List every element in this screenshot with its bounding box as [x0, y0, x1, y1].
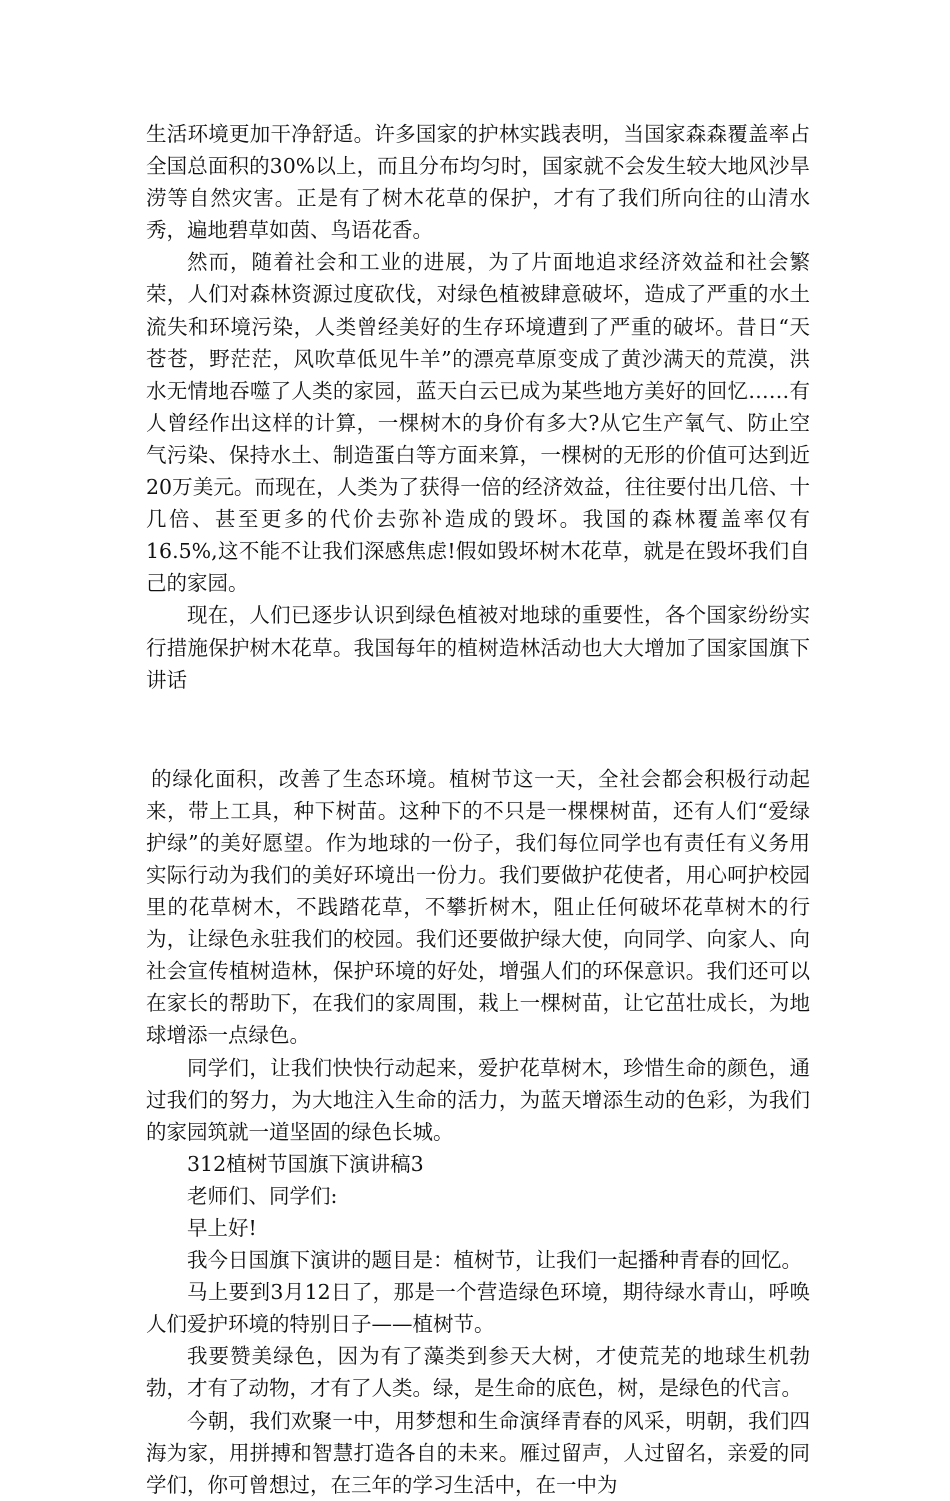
page-break-gap: [146, 696, 810, 763]
document-page: [146, 118, 810, 1501]
paragraph: 马上要到3月12日了，那是一个营造绿色环境，期待绿水青山，呼唤人们爱护环境的特别日子——植树节。: [146, 1280, 810, 1337]
paragraph: 的绿化面积，改善了生态环境。植树节这一天，全社会都会积极行动起来，带上工具，种下树苗。这种下的不只是一棵棵树苗，还有人们“爱绿护绿”的美好愿望。作为地球的一份子，我们每位同学也有责任有义务用实际行动为我们的美好环境出一份力。我们要做护花使者，用心呵护校园里的花草树木，不践踏花草，不攀折树木，阻止任何破坏花草树木的行为，让绿色永驻我们的校园。我们还要做护绿大使，向同学、向家人、向社会宣传植树造林，保护环境的好处，增强人们的环保意识。我们还可以在家长的帮助下，在我们的家周围，栽上一棵树苗，让它茁壮成长，为地球增添一点绿色。: [146, 766, 810, 1048]
greeting: 早上好!: [187, 1216, 257, 1240]
paragraph: 然而，随着社会和工业的进展，为了片面地追求经济效益和社会繁荣，人们对森林资源过度砍伐，对绿色植被肆意破坏，造成了严重的水土流失和环境污染，人类曾经美好的生存环境遭到了严重的破坏。昔日“天苍苍，野茫茫，风吹草低见牛羊”的漂亮草原变成了黄沙满天的荒漠，洪水无情地吞噬了人类的家园，蓝天白云已成为某些地方美好的回忆……有人曾经作出这样的计算，一棵树木的身价有多大?从它生产氧气、防止空气污染、保持水土、制造蛋白等方面来算，一棵树的无形的价值可达到近20万美元。而现在，人类为了获得一倍的经济效益，往往要付出几倍、十几倍、甚至更多的代价去弥补造成的毁坏。我国的森林覆盖率仅有16.5%,这不能不让我们深感焦虑!假如毁坏树木花草，就是在毁坏我们自己的家园。: [146, 250, 810, 596]
paragraph: 今朝，我们欢聚一中，用梦想和生命演绎青春的风采，明朝，我们四海为家，用拼搏和智慧打造各自的未来。雁过留声，人过留名，亲爱的同学们，你可曾想过，在三年的学习生活中，在一中为: [146, 1408, 810, 1497]
paragraph: 我今日国旗下演讲的题目是：植树节，让我们一起播种青春的回忆。: [187, 1248, 802, 1273]
paragraph: 生活环境更加干净舒适。许多国家的护林实践表明，当国家森森覆盖率占全国总面积的30%以上，而且分布均匀时，国家就不会发生较大地风沙旱涝等自然灾害。正是有了树木花草的保护，才有了我们所向往的山清水秀，遍地碧草如茵、鸟语花香。: [146, 122, 810, 243]
paragraph: 现在，人们已逐步认识到绿色植被对地球的重要性，各个国家纷纷实行措施保护树木花草。我国每年的植树造林活动也大大增加了国家国旗下讲话: [146, 603, 810, 692]
paragraph: 我要赞美绿色，因为有了藻类到参天大树，才使荒芜的地球生机勃勃，才有了动物，才有了人类。绿，是生命的底色，树，是绿色的代言。: [146, 1344, 810, 1401]
salutation: 老师们、同学们:: [187, 1183, 338, 1208]
paragraph: 同学们，让我们快快行动起来，爱护花草树木，珍惜生命的颜色，通过我们的努力，为大地注入生命的活力，为蓝天增添生动的色彩，为我们的家园筑就一道坚固的绿色长城。: [146, 1055, 810, 1144]
speech-title: 312植树节国旗下演讲稿3: [187, 1151, 424, 1176]
